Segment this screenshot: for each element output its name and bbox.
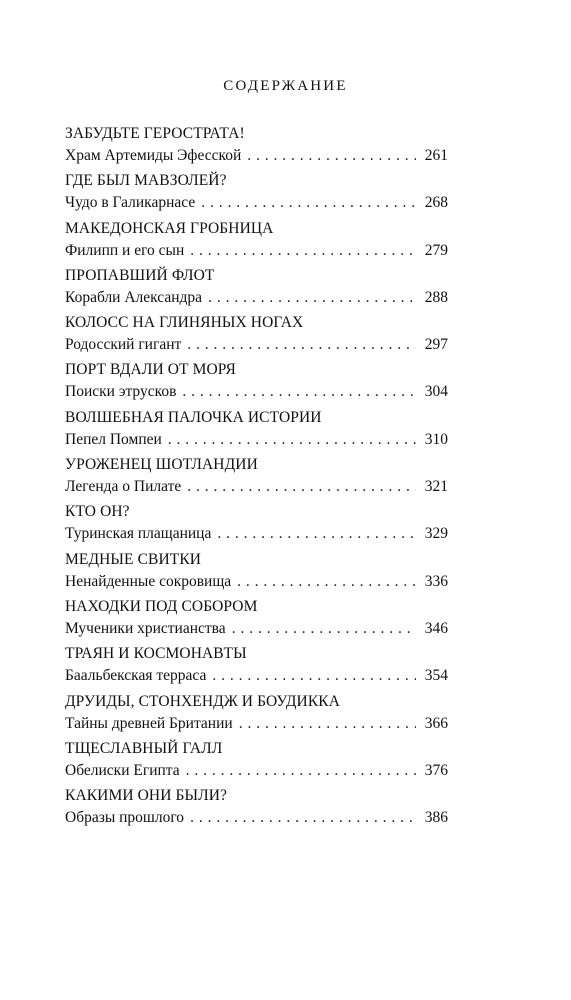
entry-row — [65, 665, 448, 687]
entry-heading: НАХОДКИ ПОД СОБОРОМ — [65, 597, 258, 615]
entry-page-number: 304 — [424, 383, 448, 401]
entry-page-number: 354 — [424, 667, 448, 685]
entry-page-number: 279 — [424, 241, 448, 259]
dot-leader — [187, 476, 416, 498]
entry-page-number: 366 — [424, 714, 448, 732]
entry-row — [65, 618, 448, 640]
entry-row — [65, 476, 448, 498]
dot-leader — [247, 145, 416, 167]
toc-entry[interactable] — [65, 407, 448, 454]
toc-entry[interactable] — [65, 454, 448, 501]
entry-subtitle: Филипп и его сын — [65, 241, 185, 259]
entry-page-number: 376 — [424, 761, 448, 779]
entry-row — [65, 145, 448, 167]
entry-row — [65, 523, 448, 545]
entry-heading: КОЛОСС НА ГЛИНЯНЫХ НОГАХ — [65, 314, 304, 332]
entry-heading: ДРУИДЫ, СТОНХЕНДЖ И БОУДИККА — [65, 692, 341, 710]
dot-leader — [190, 240, 416, 262]
entry-heading: МЕДНЫЕ СВИТКИ — [65, 550, 202, 568]
dot-leader — [186, 760, 416, 782]
entry-subtitle: Образы прошлого — [65, 809, 185, 827]
entry-heading: МАКЕДОНСКАЯ ГРОБНИЦА — [65, 219, 274, 237]
entry-row — [65, 381, 448, 403]
toc-entry[interactable] — [65, 596, 448, 643]
dot-leader — [239, 713, 416, 735]
entry-row — [65, 287, 448, 309]
toc-entry[interactable] — [65, 549, 448, 596]
entry-page-number: 321 — [424, 478, 448, 496]
entry-page-number: 288 — [424, 288, 448, 306]
entry-subtitle: Тайны древней Британии — [65, 714, 233, 732]
dot-leader — [187, 334, 416, 356]
entry-subtitle: Обелиски Египта — [65, 761, 180, 779]
entry-heading: КАКИМИ ОНИ БЫЛИ? — [65, 787, 227, 805]
toc-entry[interactable] — [65, 643, 448, 690]
toc-entry[interactable] — [65, 218, 448, 265]
entry-page-number: 297 — [424, 336, 448, 354]
toc-entry[interactable] — [65, 691, 448, 738]
entry-subtitle: Храм Артемиды Эфесской — [65, 147, 242, 164]
entry-row — [65, 760, 448, 782]
entry-page-number: 346 — [424, 619, 448, 637]
entry-subtitle: Корабли Александра — [65, 288, 203, 306]
entry-subtitle: Легенда о Пилате — [65, 478, 182, 496]
entry-heading: ГДЕ БЫЛ МАВЗОЛЕЙ? — [65, 172, 227, 190]
entry-page-number: 336 — [424, 572, 448, 590]
entry-subtitle: Баальбекская терраса — [65, 667, 207, 685]
entry-page-number: 268 — [424, 194, 448, 212]
entry-subtitle: Чудо в Галикарнасе — [65, 194, 196, 212]
dot-leader — [232, 618, 416, 640]
toc-entry[interactable] — [65, 501, 448, 548]
entry-subtitle: Родосский гигант — [65, 336, 182, 354]
entry-row — [65, 429, 448, 451]
toc-entry[interactable] — [65, 170, 448, 217]
entry-page-number: 386 — [424, 809, 448, 827]
entry-page-number: 329 — [424, 525, 448, 543]
entry-row — [65, 807, 448, 829]
entry-subtitle: Мученики христианства — [65, 619, 226, 637]
dot-leader — [168, 429, 416, 451]
dot-leader — [182, 381, 416, 403]
toc-list — [65, 123, 448, 832]
entry-row — [65, 240, 448, 262]
entry-heading: УРОЖЕНЕЦ ШОТЛАНДИИ — [65, 456, 258, 474]
entry-row — [65, 334, 448, 356]
entry-heading: ПОРТ ВДАЛИ ОТ МОРЯ — [65, 361, 236, 379]
toc-entry[interactable] — [65, 312, 448, 359]
entry-heading: ПРОПАВШИЙ ФЛОТ — [65, 266, 215, 284]
toc-entry[interactable] — [65, 265, 448, 312]
entry-page-number: 310 — [424, 430, 448, 448]
entry-subtitle: Ненайденные сокровища — [65, 572, 232, 590]
entry-heading: ТЩЕСЛАВНЫЙ ГАЛЛ — [65, 739, 223, 757]
entry-heading: КТО ОН? — [65, 503, 130, 521]
dot-leader — [201, 192, 416, 214]
dot-leader — [217, 523, 416, 545]
entry-page-number: 261 — [424, 147, 448, 164]
toc-title: СОДЕРЖАНИЕ — [223, 78, 348, 94]
entry-heading: ТРАЯН И КОСМОНАВТЫ — [65, 645, 247, 663]
entry-row — [65, 192, 448, 214]
dot-leader — [190, 807, 416, 829]
entry-heading: ЗАБУДЬТЕ ГЕРОСТРАТА! — [65, 125, 245, 142]
entry-row — [65, 713, 448, 735]
toc-entry[interactable] — [65, 738, 448, 785]
entry-subtitle: Пепел Помпеи — [65, 430, 162, 448]
toc-entry[interactable] — [65, 785, 448, 832]
entry-subtitle: Поиски этрусков — [65, 383, 177, 401]
dot-leader — [212, 665, 416, 687]
entry-row — [65, 571, 448, 593]
dot-leader — [237, 571, 416, 593]
entry-heading: ВОЛШЕБНАЯ ПАЛОЧКА ИСТОРИИ — [65, 408, 322, 426]
dot-leader — [208, 287, 416, 309]
toc-entry[interactable] — [65, 123, 448, 170]
toc-entry[interactable] — [65, 359, 448, 406]
entry-subtitle: Туринская плащаница — [65, 525, 212, 543]
